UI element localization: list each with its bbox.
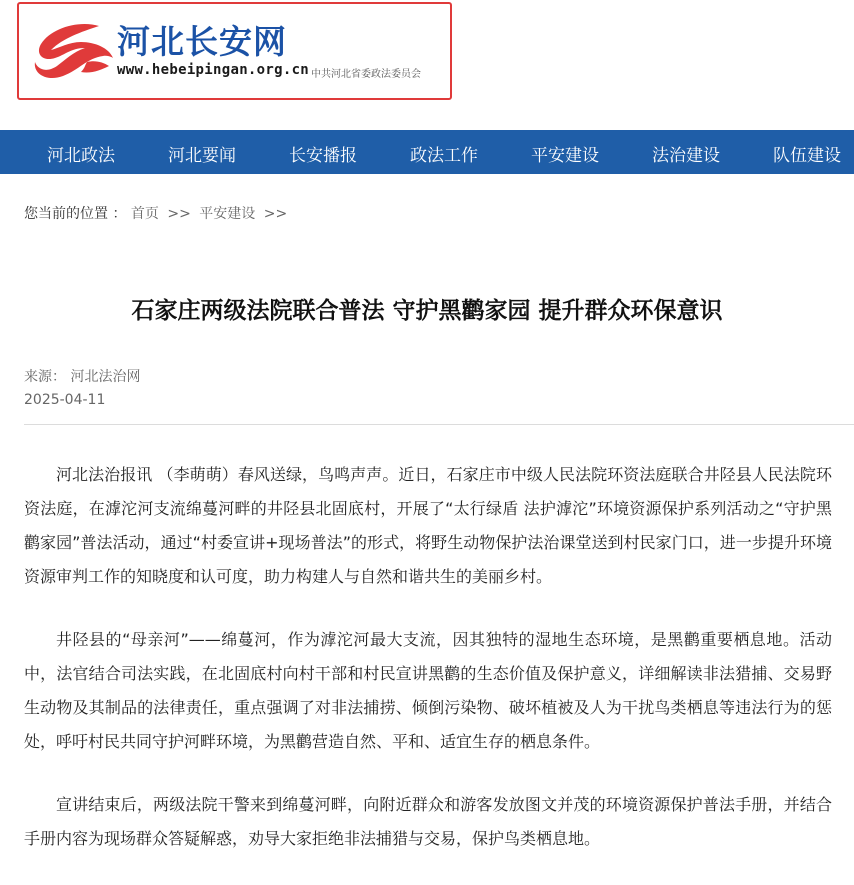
breadcrumb-separator: >> <box>167 206 191 222</box>
site-url: www.hebeipingan.org.cn <box>117 62 310 78</box>
main-nav <box>0 130 854 174</box>
source-name: 河北法治网 <box>70 369 141 385</box>
nav-item-hebei-yaowen[interactable]: 河北要闻 <box>168 146 236 166</box>
article-body <box>24 458 832 885</box>
article-source <box>24 366 140 386</box>
article-paragraph: 河北法治报讯 （李萌萌）春风送绿，鸟鸣声声。近日，石家庄市中级人民法院环资法庭联合井陉县人民法院环资法庭，在滹沱河支流绵蔓河畔的井陉县北固底村，开展了“太行绿盾 法护滹沱”环境资源保护系列活动之“守护黑鹳家园”普法活动，通过“村委宣讲+现场普法”的形式，将野生动物保护法治课堂送到村民家门口，进一步提升环境资源审判工作的知晓度和认可度，助力构建人与自然和谐共生的美丽乡村。 <box>24 465 832 586</box>
article-paragraph: 井陉县的“母亲河”——绵蔓河，作为滹沱河最大支流，因其独特的湿地生态环境，是黑鹳重要栖息地。活动中，法官结合司法实践，在北固底村向村干部和村民宣讲黑鹳的生态价值及保护意义，详细解读非法猎捕、交易野生动物及其制品的法律责任，重点强调了对非法捕捞、倾倒污染物、破坏植被及人为干扰鸟类栖息等违法行为的惩处，呼吁村民共同守护河畔环境，为黑鹳营造自然、平和、适宜生存的栖息条件。 <box>24 630 832 751</box>
breadcrumb-home-link[interactable]: 首页 <box>130 206 159 222</box>
breadcrumb-label: 您当前的位置 ： <box>24 206 127 222</box>
nav-item-zhengfa-gongzuo[interactable]: 政法工作 <box>410 146 478 166</box>
breadcrumb-category-link[interactable]: 平安建设 <box>199 206 256 222</box>
breadcrumb-separator: >> <box>263 206 288 222</box>
nav-item-changan-bobao[interactable]: 长安播报 <box>289 146 357 166</box>
nav-item-hebei-zhengfa[interactable]: 河北政法 <box>47 146 115 166</box>
swirl-logo-icon <box>29 18 115 84</box>
nav-item-fazhi-jianshe[interactable]: 法治建设 <box>652 146 720 166</box>
nav-item-pingan-jianshe[interactable]: 平安建设 <box>531 146 599 166</box>
org-name: 中共河北省委政法委员会 <box>311 69 421 80</box>
article-date: 2025-04-11 <box>24 392 106 408</box>
site-header <box>0 0 854 130</box>
breadcrumb <box>24 203 291 223</box>
divider <box>24 424 854 425</box>
nav-item-duiwu-jianshe[interactable]: 队伍建设 <box>773 146 841 166</box>
site-name: 河北长安网 <box>117 22 287 61</box>
source-label: 来源： <box>24 369 66 385</box>
article-title: 石家庄两级法院联合普法 守护黑鹳家园 提升群众环保意识 <box>131 298 723 324</box>
article-paragraph: 宣讲结束后，两级法院干警来到绵蔓河畔，向附近群众和游客发放图文并茂的环境资源保护普法手册，并结合手册内容为现场群众答疑解惑，劝导大家拒绝非法捕猎与交易，保护鸟类栖息地。 <box>24 795 832 848</box>
site-logo[interactable] <box>17 2 452 100</box>
